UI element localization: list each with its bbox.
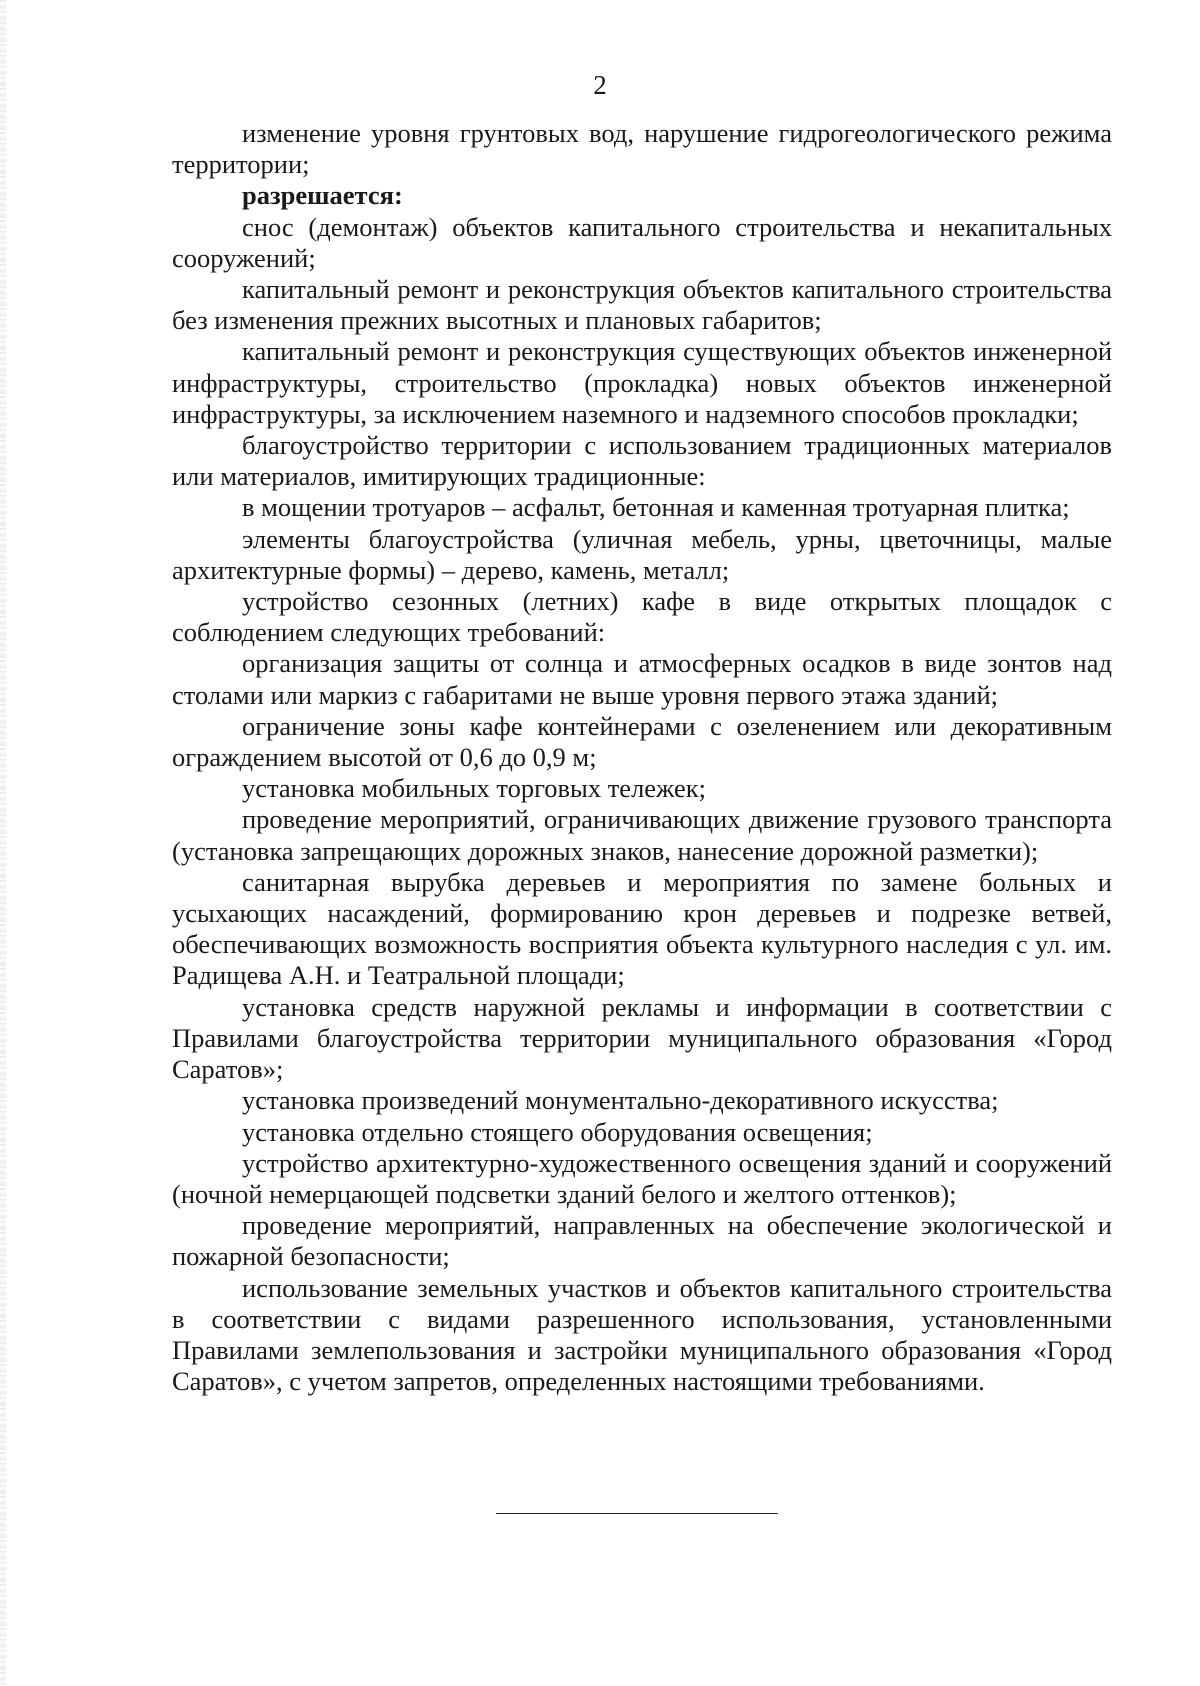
paragraph-freight-restrictions: проведение мероприятий, ограничивающих движение грузового транспорта (установка запрещающих дорожных знаков, нанесение дорожной разметки); — [172, 804, 1112, 866]
paragraph-engineering-infrastructure: капитальный ремонт и реконструкция существующих объектов инженерной инфраструктуры, строительство (прокладка) новых объектов инженерной инфраструктуры, за исключением наземного и надземного способов прокладки; — [172, 336, 1112, 429]
paragraph-lighting-equipment: установка отдельно стоящего оборудования освещения; — [242, 1116, 873, 1147]
paragraph-sanitary-felling: санитарная вырубка деревьев и мероприятия по замене больных и усыхающих насаждений, формированию крон деревьев и подрезке ветвей, обеспечивающих возможность восприятия объекта культурного наследия с ул. им. Радищева А.Н. и Театральной площади; — [172, 866, 1112, 991]
paragraph-cafe-fencing: ограничение зоны кафе контейнерами с озеленением или декоративным ограждением высотой от 0,6 до 0,9 м; — [172, 710, 1112, 773]
paragraph-landscaping: благоустройство территории с использованием традиционных материалов или материалов, имитирующих традиционные: — [172, 430, 1112, 492]
scan-edge — [0, 0, 6, 1686]
paragraph-monumental-art: установка произведений монументально-декоративного искусства; — [242, 1085, 999, 1116]
paragraph-land-use: использование земельных участков и объектов капитального строительства в соответствии с видами разрешенного использования, установленными Правилами землепользования и застройки муниципального образования «Город Саратов», с учетом запретов, определенных настоящими требованиями. — [172, 1272, 1112, 1397]
paragraph-outdoor-advertising: установка средств наружной рекламы и информации в соответствии с Правилами благоустройства территории муниципального образования «Город Саратов»; — [172, 991, 1112, 1085]
paragraph-mobile-carts: установка мобильных торговых тележек; — [242, 773, 707, 804]
section-heading-allowed: разрешается: — [242, 180, 403, 211]
document-body — [172, 118, 1112, 1397]
paragraph-capital-repair: капитальный ремонт и реконструкция объектов капитального строительства без изменения прежних высотных и плановых габаритов; — [172, 274, 1112, 336]
paragraph-architectural-lighting: устройство архитектурно-художественного освещения зданий и сооружений (ночной немерцающей подсветки зданий белого и желтого оттенков); — [172, 1147, 1112, 1209]
end-separator-line — [496, 1513, 778, 1514]
paragraph-groundwater: изменение уровня грунтовых вод, нарушение гидрогеологического режима территории; — [172, 118, 1112, 180]
paragraph-paving: в мощении тротуаров – асфальт, бетонная и каменная тротуарная плитка; — [242, 492, 1070, 523]
paragraph-demolition: снос (демонтаж) объектов капитального строительства и некапитальных сооружений; — [172, 211, 1112, 273]
paragraph-safety: проведение мероприятий, направленных на обеспечение экологической и пожарной безопасности; — [172, 1210, 1112, 1272]
paragraph-street-furniture: элементы благоустройства (уличная мебель, урны, цветочницы, малые архитектурные формы) – дерево, камень, металл; — [172, 523, 1112, 585]
paragraph-sun-protection: организация защиты от солнца и атмосферных осадков в виде зонтов над столами или маркиз с габаритами не выше уровня первого этажа зданий; — [172, 648, 1112, 710]
page-number: 2 — [593, 70, 607, 100]
paragraph-seasonal-cafes: устройство сезонных (летних) кафе в виде открытых площадок с соблюдением следующих требований: — [172, 586, 1112, 648]
